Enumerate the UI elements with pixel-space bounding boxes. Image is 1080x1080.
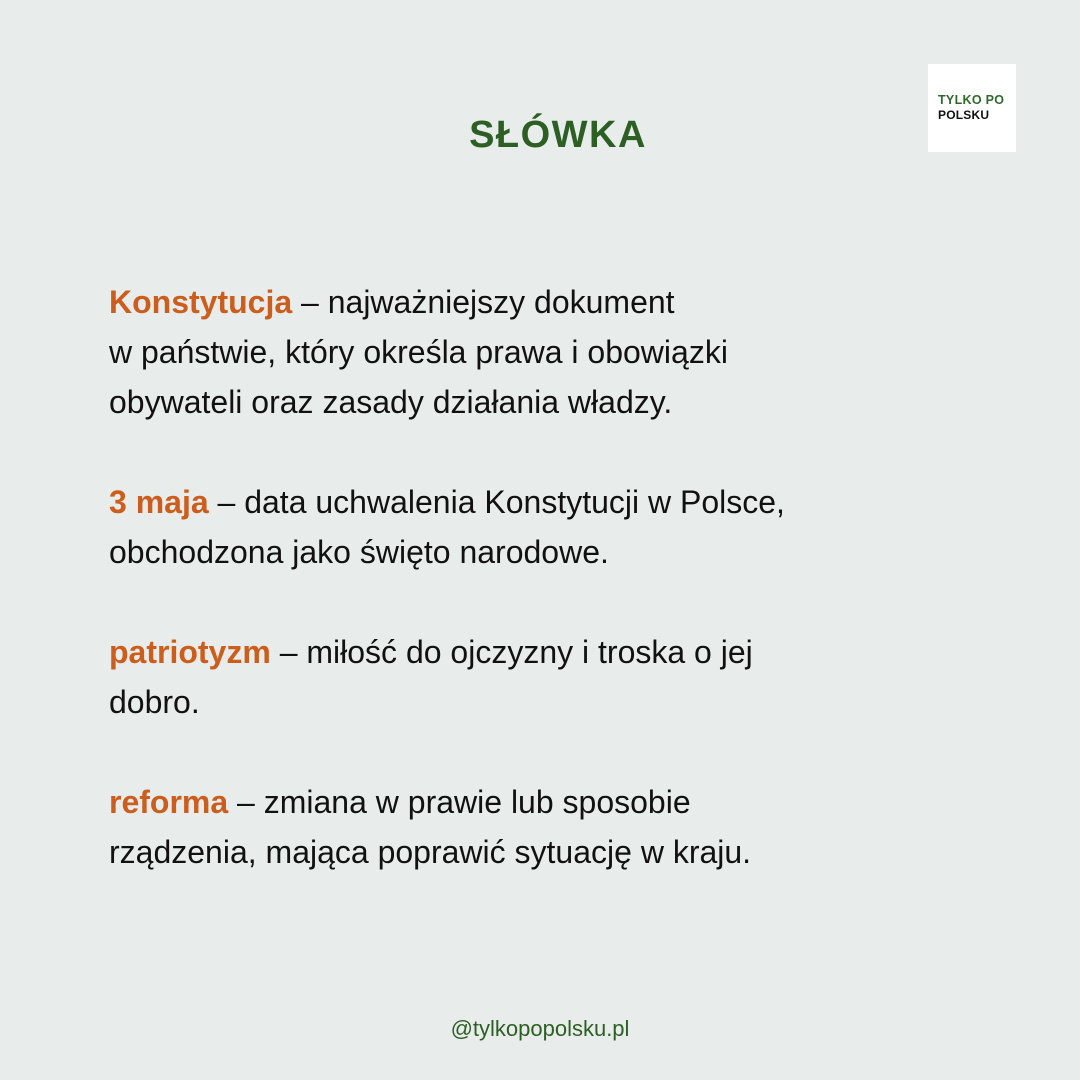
- entry-definition-line: najważniejszy dokument: [327, 284, 675, 320]
- vocabulary-entry-konstytucja: [109, 277, 1009, 427]
- vocabulary-entry-patriotyzm: [109, 627, 1009, 727]
- social-handle: @tylkopopolsku.pl: [450, 1016, 630, 1041]
- vocabulary-entry-reforma: [109, 777, 1009, 877]
- entry-separator: –: [292, 284, 328, 320]
- entry-definition-line: miłość do ojczyzny i troska o jej: [306, 634, 753, 670]
- page-title: SŁÓWKA: [469, 114, 647, 156]
- entry-term: Konstytucja: [109, 284, 293, 320]
- entry-definition-line: data uchwalenia Konstytucji w Polsce,: [244, 484, 785, 520]
- vocabulary-entry-3-maja: [109, 477, 1009, 577]
- entry-separator: –: [208, 484, 245, 520]
- entry-definition-line: w państwie, który określa prawa i obowiązki: [109, 334, 728, 370]
- entry-definition-line: rządzenia, mająca poprawić sytuację w kraju.: [109, 834, 752, 870]
- entry-term: reforma: [109, 784, 229, 820]
- entry-separator: –: [270, 634, 307, 670]
- entry-definition-line: obchodzona jako święto narodowe.: [109, 534, 609, 570]
- logo-line-bottom: POLSKU: [938, 108, 990, 122]
- entry-term: patriotyzm: [109, 634, 271, 670]
- vocabulary-list: [109, 277, 1009, 927]
- entry-definition-line: dobro.: [109, 684, 200, 720]
- entry-definition-line: obywateli oraz zasady działania władzy.: [109, 384, 673, 420]
- entry-definition-line: zmiana w prawie lub sposobie: [263, 784, 691, 820]
- entry-separator: –: [228, 784, 264, 820]
- entry-term: 3 maja: [109, 484, 209, 520]
- logo-line-top: TYLKO PO: [938, 93, 1005, 107]
